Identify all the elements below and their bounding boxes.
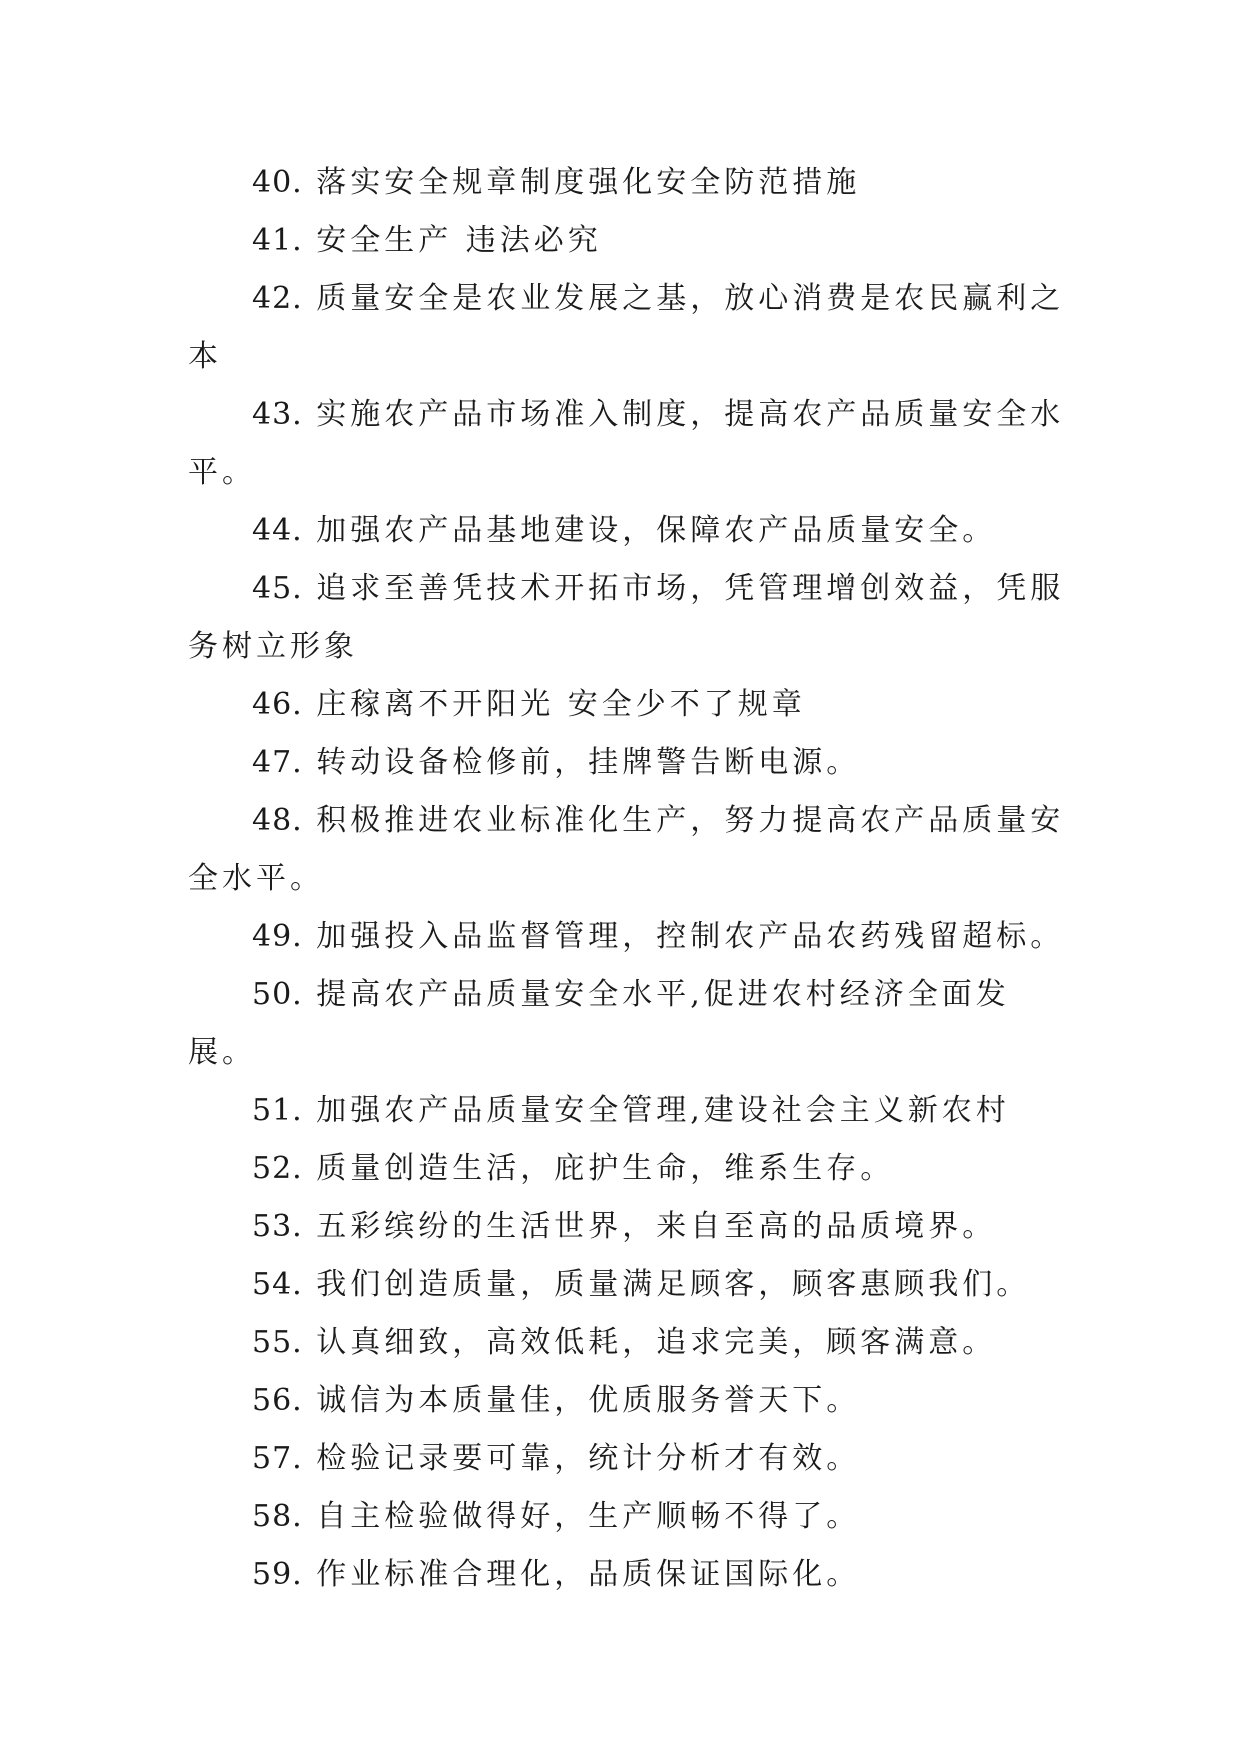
item-number: 55. — [252, 1325, 303, 1360]
item-number: 46. — [252, 687, 303, 722]
list-item — [188, 792, 1068, 908]
item-text: 认真细致，高效低耗，追求完美，顾客满意。 — [316, 1325, 997, 1360]
list-item — [188, 1082, 1068, 1140]
list-item — [188, 502, 1068, 560]
list-item — [188, 1256, 1068, 1314]
list-item — [188, 908, 1068, 966]
item-text: 五彩缤纷的生活世界，来自至高的品质境界。 — [316, 1209, 997, 1244]
item-text: 实施农产品市场准入制度，提高农产品质量安全水平。 — [188, 397, 1065, 490]
item-text: 检验记录要可靠，统计分析才有效。 — [316, 1441, 861, 1476]
list-item — [188, 154, 1068, 212]
item-number: 59. — [252, 1557, 303, 1592]
item-number: 57. — [252, 1441, 303, 1476]
item-text: 诚信为本质量佳，优质服务誉天下。 — [316, 1383, 861, 1418]
document-body — [188, 154, 1068, 1604]
item-number: 41. — [252, 223, 303, 258]
item-number: 48. — [252, 803, 303, 838]
item-number: 43. — [252, 397, 303, 432]
item-number: 51. — [252, 1093, 303, 1128]
list-item — [188, 1488, 1068, 1546]
list-item — [188, 1372, 1068, 1430]
item-text: 我们创造质量，质量满足顾客，顾客惠顾我们。 — [316, 1267, 1031, 1302]
item-text: 积极推进农业标准化生产，努力提高农产品质量安全水平。 — [188, 803, 1065, 896]
item-number: 50. — [252, 977, 303, 1012]
item-text: 转动设备检修前，挂牌警告断电源。 — [316, 745, 861, 780]
list-item — [188, 734, 1068, 792]
list-item — [188, 1430, 1068, 1488]
list-item — [188, 386, 1068, 502]
list-item — [188, 270, 1068, 386]
item-text: 加强投入品监督管理，控制农产品农药残留超标。 — [316, 919, 1065, 954]
item-number: 45. — [252, 571, 303, 606]
item-number: 40. — [252, 165, 303, 200]
list-item — [188, 1546, 1068, 1604]
item-number: 42. — [252, 281, 303, 316]
list-item — [188, 212, 1068, 270]
item-text: 自主检验做得好，生产顺畅不得了。 — [316, 1499, 861, 1534]
item-number: 56. — [252, 1383, 303, 1418]
item-text: 质量创造生活，庇护生命，维系生存。 — [316, 1151, 895, 1186]
item-text: 安全生产 违法必究 — [316, 223, 602, 258]
item-text: 追求至善凭技术开拓市场，凭管理增创效益，凭服务树立形象 — [188, 571, 1065, 664]
list-item — [188, 560, 1068, 676]
list-item — [188, 1314, 1068, 1372]
list-item — [188, 676, 1068, 734]
item-number: 49. — [252, 919, 303, 954]
list-item — [188, 966, 1068, 1082]
item-number: 54. — [252, 1267, 303, 1302]
item-text: 质量安全是农业发展之基，放心消费是农民赢利之本 — [188, 281, 1065, 374]
item-text: 庄稼离不开阳光 安全少不了规章 — [316, 687, 806, 722]
item-number: 44. — [252, 513, 303, 548]
item-text: 作业标准合理化，品质保证国际化。 — [316, 1557, 861, 1592]
item-text: 提高农产品质量安全水平,促进农村经济全面发展。 — [188, 977, 1010, 1070]
item-number: 52. — [252, 1151, 303, 1186]
item-text: 加强农产品基地建设，保障农产品质量安全。 — [316, 513, 997, 548]
list-item — [188, 1198, 1068, 1256]
list-item — [188, 1140, 1068, 1198]
item-text: 加强农产品质量安全管理,建设社会主义新农村 — [316, 1093, 1010, 1128]
item-text: 落实安全规章制度强化安全防范措施 — [316, 165, 861, 200]
item-number: 47. — [252, 745, 303, 780]
item-number: 53. — [252, 1209, 303, 1244]
item-number: 58. — [252, 1499, 303, 1534]
